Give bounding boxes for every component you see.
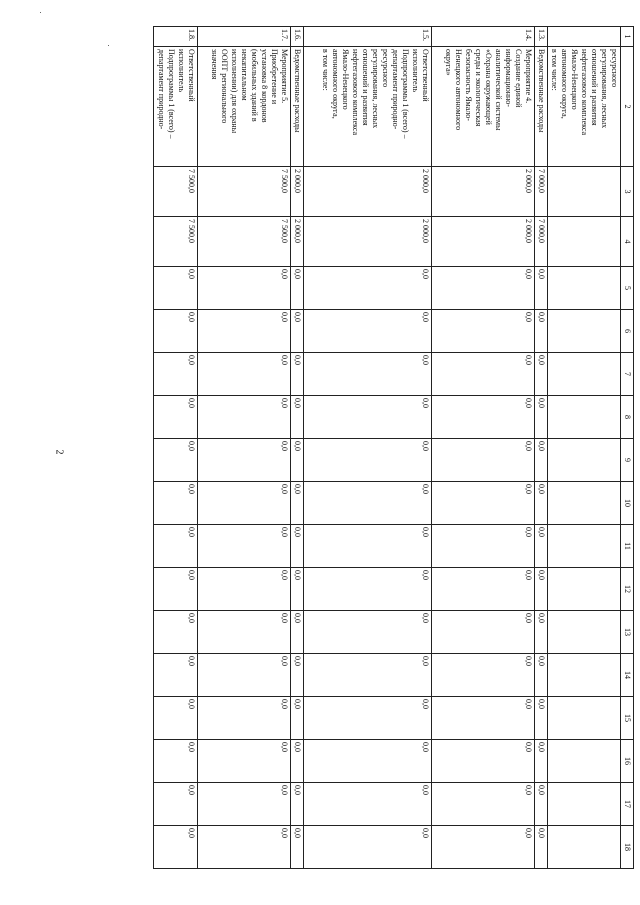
table-row <box>291 27 304 869</box>
value-cell <box>548 783 621 826</box>
value-cell: 0,0 <box>291 568 304 611</box>
row-number: 1.8. <box>154 27 198 47</box>
value-cell: 0,0 <box>304 740 432 783</box>
value-cell: 7 000,0 <box>535 217 548 267</box>
value-cell: 0,0 <box>535 654 548 697</box>
value-cell: 0,0 <box>535 740 548 783</box>
value-cell: 0,0 <box>535 353 548 396</box>
row-description: Мероприятие 5. Приобретение и установка 8 кордонов (мобильных зданий в некапитальном исполнении) для охраны ООПТ регионального значения <box>198 47 291 167</box>
value-cell: 0,0 <box>432 525 535 568</box>
value-cell: 0,0 <box>154 568 198 611</box>
value-cell <box>548 353 621 396</box>
row-description: Ведомственные расходы <box>291 47 304 167</box>
value-cell: 0,0 <box>432 267 535 310</box>
value-cell: 0,0 <box>291 310 304 353</box>
value-cell: 0,0 <box>198 439 291 482</box>
row-description: Мероприятие 4. Создание единой информационно- аналитической системы «Охрана окружающей среды и экологическая безопасность Ямало- Ненецкого автономного округа» <box>432 47 535 167</box>
value-cell: 0,0 <box>535 439 548 482</box>
value-cell <box>548 826 621 869</box>
value-cell: 0,0 <box>432 396 535 439</box>
value-cell: 0,0 <box>304 611 432 654</box>
row-number: 1.4. <box>432 27 535 47</box>
column-header: 6 <box>621 310 634 353</box>
value-cell <box>548 439 621 482</box>
value-cell: 0,0 <box>291 439 304 482</box>
value-cell: 0,0 <box>154 310 198 353</box>
value-cell: 0,0 <box>304 826 432 869</box>
value-cell: 0,0 <box>198 267 291 310</box>
column-header: 18 <box>621 826 634 869</box>
value-cell: 0,0 <box>154 267 198 310</box>
value-cell: 0,0 <box>198 568 291 611</box>
value-cell: 0,0 <box>154 482 198 525</box>
value-cell: 0,0 <box>291 654 304 697</box>
value-cell: 0,0 <box>198 396 291 439</box>
budget-table <box>153 26 634 869</box>
table-row <box>198 27 291 869</box>
value-cell: 0,0 <box>304 310 432 353</box>
value-cell: 0,0 <box>535 568 548 611</box>
column-header: 5 <box>621 267 634 310</box>
value-cell: 0,0 <box>535 396 548 439</box>
value-cell: 0,0 <box>304 267 432 310</box>
rotated-table-page <box>88 26 634 851</box>
value-cell: 0,0 <box>535 783 548 826</box>
value-cell <box>548 611 621 654</box>
value-cell: 0,0 <box>304 783 432 826</box>
value-cell: 0,0 <box>535 267 548 310</box>
value-cell: 0,0 <box>198 611 291 654</box>
value-cell: 2 000,0 <box>432 217 535 267</box>
value-cell: 0,0 <box>432 568 535 611</box>
value-cell: 0,0 <box>198 740 291 783</box>
value-cell: 0,0 <box>291 826 304 869</box>
value-cell: 0,0 <box>291 611 304 654</box>
value-cell: 0,0 <box>154 826 198 869</box>
value-cell: 0,0 <box>198 783 291 826</box>
value-cell: 0,0 <box>535 697 548 740</box>
row-number: 1.6. <box>291 27 304 47</box>
value-cell: 0,0 <box>154 396 198 439</box>
value-cell: 2 000,0 <box>291 167 304 217</box>
row-description: ресурсного регулирования, лесных отношений и развития нефтегазового комплекса Ямало-Ненецкого автономного округа, в том числе: <box>548 47 621 167</box>
row-description: Ответственный исполнитель Подпрограммы 1 (всего) – департамент природно- <box>154 47 198 167</box>
column-header: 10 <box>621 482 634 525</box>
value-cell: 0,0 <box>304 353 432 396</box>
column-header: 2 <box>621 47 634 167</box>
column-header: 1 <box>621 27 634 47</box>
value-cell: 0,0 <box>432 654 535 697</box>
column-header: 17 <box>621 783 634 826</box>
value-cell: 7 000,0 <box>535 167 548 217</box>
value-cell: 0,0 <box>304 697 432 740</box>
value-cell: 0,0 <box>154 439 198 482</box>
column-header: 11 <box>621 525 634 568</box>
value-cell: 0,0 <box>304 482 432 525</box>
value-cell: 0,0 <box>432 740 535 783</box>
column-header: 8 <box>621 396 634 439</box>
table-row <box>432 27 535 869</box>
value-cell: 0,0 <box>198 826 291 869</box>
column-header: 4 <box>621 217 634 267</box>
row-number: 1.5. <box>304 27 432 47</box>
table-row <box>304 27 432 869</box>
page-number: 2 <box>53 449 65 455</box>
value-cell <box>548 482 621 525</box>
value-cell: 0,0 <box>432 783 535 826</box>
value-cell: 0,0 <box>432 353 535 396</box>
table-body <box>154 27 621 869</box>
value-cell: 0,0 <box>291 783 304 826</box>
table-row <box>548 27 621 869</box>
value-cell <box>548 568 621 611</box>
value-cell: 0,0 <box>291 396 304 439</box>
row-description: Ведомственные расходы <box>535 47 548 167</box>
row-number <box>548 27 621 47</box>
value-cell: 7 500,0 <box>198 217 291 267</box>
value-cell: 0,0 <box>432 826 535 869</box>
value-cell <box>548 525 621 568</box>
value-cell: 0,0 <box>198 353 291 396</box>
value-cell: 2 000,0 <box>304 217 432 267</box>
value-cell: 0,0 <box>154 697 198 740</box>
value-cell: 0,0 <box>198 697 291 740</box>
value-cell: 0,0 <box>154 611 198 654</box>
column-header: 14 <box>621 654 634 697</box>
row-number: 1.3. <box>535 27 548 47</box>
value-cell <box>548 217 621 267</box>
value-cell: 0,0 <box>535 310 548 353</box>
column-header: 15 <box>621 697 634 740</box>
value-cell: 0,0 <box>154 525 198 568</box>
value-cell: 0,0 <box>535 826 548 869</box>
value-cell: 0,0 <box>154 783 198 826</box>
value-cell: 2 000,0 <box>304 167 432 217</box>
value-cell <box>548 697 621 740</box>
value-cell: 0,0 <box>304 654 432 697</box>
value-cell: 0,0 <box>535 482 548 525</box>
value-cell <box>548 310 621 353</box>
value-cell <box>548 267 621 310</box>
value-cell: 0,0 <box>198 482 291 525</box>
value-cell: 0,0 <box>304 396 432 439</box>
table-row <box>535 27 548 869</box>
value-cell: 0,0 <box>304 568 432 611</box>
value-cell: 2 000,0 <box>291 217 304 267</box>
column-header: 16 <box>621 740 634 783</box>
value-cell: 0,0 <box>304 439 432 482</box>
scan-speck <box>40 12 41 13</box>
column-header: 9 <box>621 439 634 482</box>
value-cell: 0,0 <box>198 310 291 353</box>
column-header: 7 <box>621 353 634 396</box>
value-cell <box>548 167 621 217</box>
table-row <box>154 27 198 869</box>
value-cell: 0,0 <box>291 740 304 783</box>
value-cell: 0,0 <box>291 482 304 525</box>
value-cell: 7 500,0 <box>154 167 198 217</box>
value-cell <box>548 740 621 783</box>
value-cell: 7 500,0 <box>198 167 291 217</box>
value-cell: 2 000,0 <box>432 167 535 217</box>
value-cell: 0,0 <box>304 525 432 568</box>
value-cell: 0,0 <box>432 611 535 654</box>
value-cell: 0,0 <box>154 654 198 697</box>
header-row <box>621 27 634 869</box>
value-cell: 0,0 <box>198 525 291 568</box>
value-cell: 0,0 <box>291 353 304 396</box>
row-number: 1.7. <box>198 27 291 47</box>
row-description: Ответственный исполнитель Подпрограммы 1 (всего) – департамент природно- ресурсного регулирования, лесных отношений и развития нефтегазового комплекса Ямало-Ненецкого автономного округа, в том числе: <box>304 47 432 167</box>
value-cell: 0,0 <box>291 697 304 740</box>
value-cell: 0,0 <box>432 439 535 482</box>
value-cell: 0,0 <box>291 525 304 568</box>
value-cell <box>548 654 621 697</box>
value-cell: 0,0 <box>198 654 291 697</box>
value-cell: 0,0 <box>291 267 304 310</box>
value-cell: 0,0 <box>432 697 535 740</box>
value-cell: 0,0 <box>535 611 548 654</box>
value-cell: 7 500,0 <box>154 217 198 267</box>
value-cell: 0,0 <box>154 353 198 396</box>
value-cell: 0,0 <box>432 310 535 353</box>
column-header: 3 <box>621 167 634 217</box>
value-cell <box>548 396 621 439</box>
value-cell: 0,0 <box>154 740 198 783</box>
column-header: 13 <box>621 611 634 654</box>
column-header: 12 <box>621 568 634 611</box>
value-cell: 0,0 <box>432 482 535 525</box>
value-cell: 0,0 <box>535 525 548 568</box>
